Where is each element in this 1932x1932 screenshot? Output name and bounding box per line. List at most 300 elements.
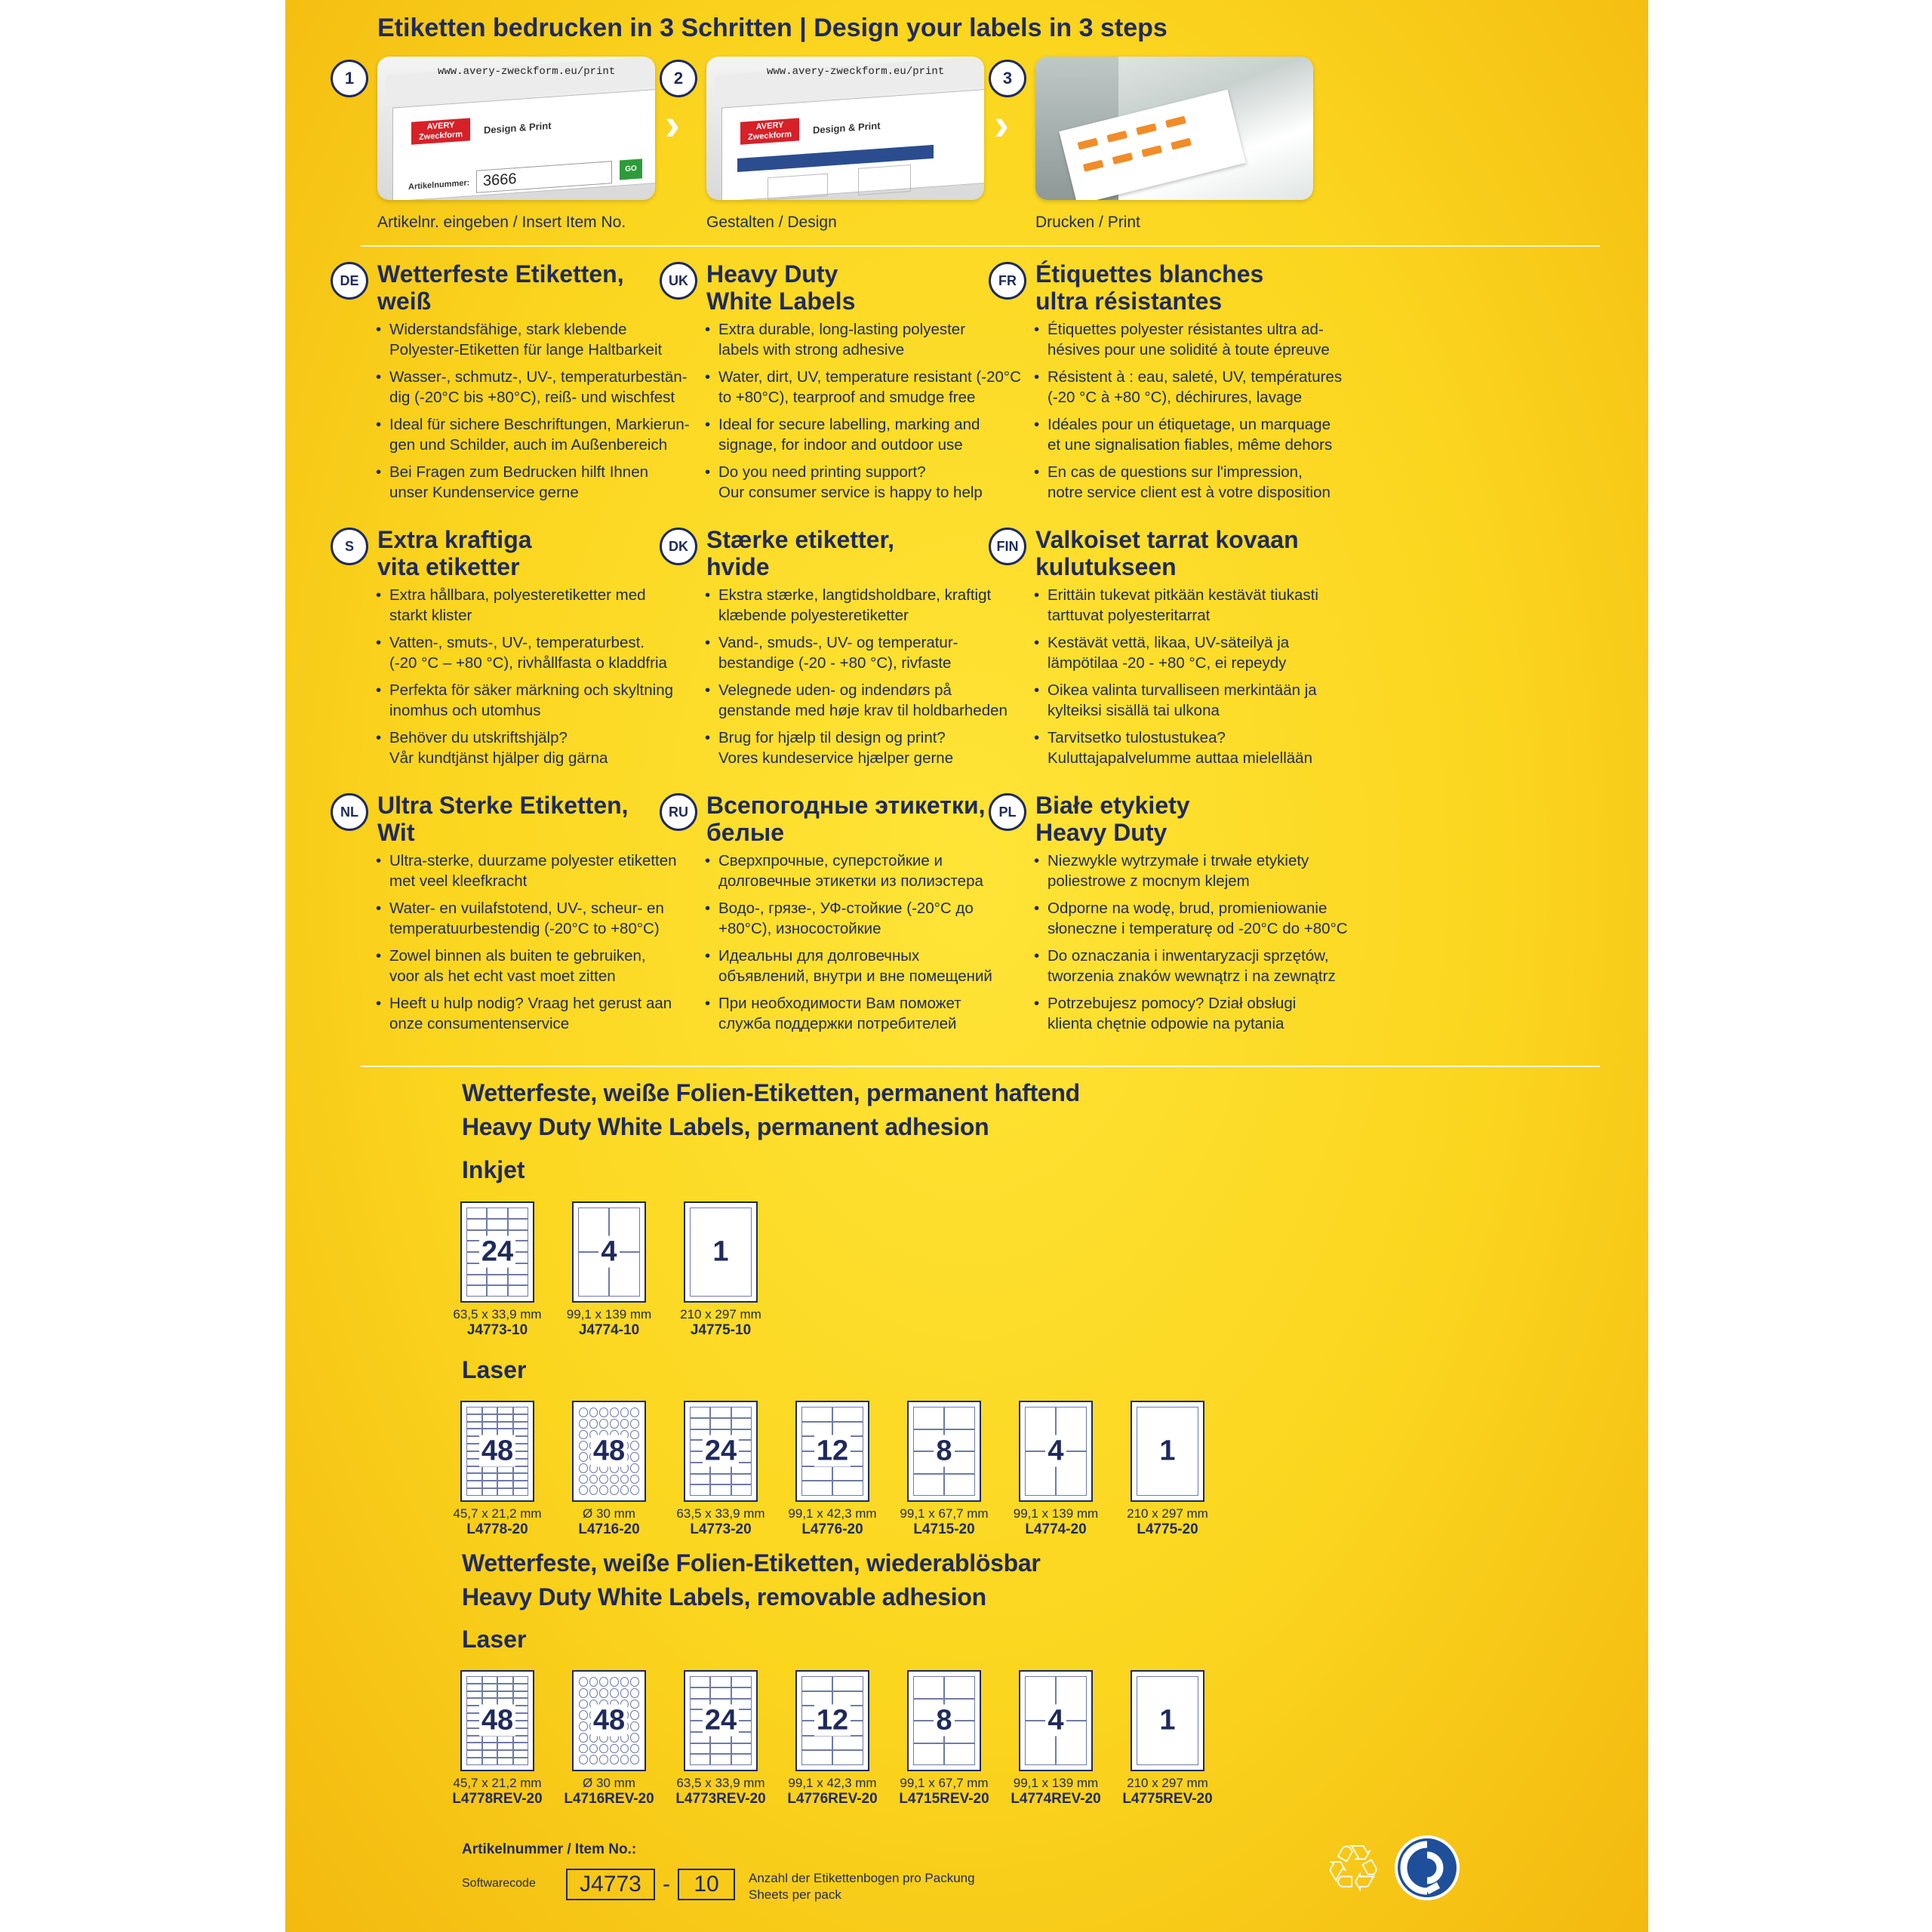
lang-bullets [1034,585,1351,775]
label-sheet-icon [460,1401,534,1502]
bullet-item: • Odporne na wodę, brud, promieniowanie słoneczne i temperaturę od -20°C do +80°C [1034,898,1351,939]
label-cell [690,1687,710,1699]
bullet-item: • Potrzebujesz pomocy? Dział obsługi klienta chętnie odpowie na pytania [1034,993,1351,1034]
labels-per-sheet [1132,1705,1203,1737]
label-size: 45,7 x 21,2 mm [453,1506,542,1521]
label-cell [579,1688,588,1698]
label-cell [944,1407,975,1429]
product-item [888,1401,1001,1538]
printed-label [1112,152,1134,165]
sheets-box: 10 [678,1869,735,1900]
label-cell [599,1744,608,1754]
bullet-item: • Erittäin tukevat pitkään kestävät tiukasti tarttuvat polyesteritarrat [1034,585,1351,626]
labels-per-sheet-value: 24 [479,1236,515,1268]
product-code: L4774REV-20 [1011,1791,1101,1807]
label-cell [731,1474,752,1485]
label-sheet-icon [795,1401,869,1502]
label-cell [487,1285,507,1297]
label-sheet-icon [460,1201,534,1303]
label-cell [731,1743,752,1755]
label-cell [610,1755,619,1764]
label-cell [630,1485,639,1495]
product-code: L4778-20 [466,1521,528,1537]
printed-label [1083,160,1104,172]
removable-title-en: Heavy Duty White Labels, removable adhesion [462,1583,986,1611]
label-sheet-icon [684,1201,758,1303]
lang-badge: S [331,528,368,565]
label-cell [710,1754,731,1765]
label-cell [630,1407,639,1417]
label-cell [513,1473,529,1481]
label-cell [913,1676,944,1699]
chevron-right-icon: › [994,99,1009,149]
bullet-item: • Ideal für sichere Beschriftungen, Markierun- gen und Schilder, auch im Außenbereich [376,414,693,455]
label-cell [579,1419,588,1429]
label-cell [832,1466,863,1481]
browser-url: www.avery-zweckform.eu/print [767,66,945,78]
labels-per-sheet-value: 4 [1045,1435,1066,1467]
label-cell [497,1758,513,1765]
product-item [664,1201,777,1339]
label-cell [466,1422,482,1429]
label-cell [513,1676,529,1684]
label-cell [620,1688,629,1698]
bullet-item: • En cas de questions sur l'impression, notre service client est à votre disposition [1034,462,1351,503]
lang-badge: FIN [989,528,1026,565]
label-cell [513,1481,529,1488]
label-cell [589,1419,598,1429]
label-cell [466,1743,482,1750]
bullet-item: • Extra hållbara, polyesteretiketter med starkt klister [376,585,693,626]
label-cell [579,1677,588,1687]
screen-panel [721,88,984,200]
label-cell [801,1422,832,1437]
label-cell [710,1743,731,1755]
lang-badge: NL [331,793,368,831]
permanent-title-en: Heavy Duty White Labels, permanent adhesion [462,1113,989,1140]
label-cell [508,1285,528,1297]
label-cell [466,1488,482,1496]
label-sheet-icon [1131,1401,1204,1502]
labels-per-sheet-value: 4 [1045,1705,1066,1737]
screen-title: Design & Print [484,119,552,137]
label-cell [482,1684,498,1691]
label-cell [710,1484,731,1496]
label-sheet-icon [907,1401,981,1502]
removable-title-de: Wetterfeste, weiße Folien-Etiketten, wiederablösbar [462,1549,1041,1577]
label-cell [487,1219,507,1230]
labels-per-sheet [574,1705,645,1737]
label-sheet-icon [572,1201,646,1303]
label-cell [589,1755,598,1764]
product-item [552,1201,666,1339]
labels-per-sheet [1020,1705,1091,1737]
bullet-item: • Étiquettes polyester résistantes ultra ad- hésives pour une solidité à toute épreuve [1034,319,1351,360]
label-cell [466,1684,482,1691]
label-cell [482,1473,498,1481]
gruener-punkt-icon [1395,1835,1460,1900]
label-cell [801,1676,832,1691]
labels-per-sheet [574,1236,645,1269]
lang-badge: DK [660,528,697,565]
label-cell [630,1677,639,1687]
label-size: 63,5 x 33,9 mm [453,1307,542,1321]
product-item [776,1401,889,1538]
label-cell [610,1688,619,1698]
step-number: 2 [660,60,697,97]
label-cell [508,1208,528,1219]
screen-panel [392,88,655,200]
lang-title: Extra kraftiga vita etiketter [377,526,532,580]
product-code: L4773-20 [690,1521,752,1537]
label-cell [579,1407,588,1417]
labels-per-sheet [574,1435,645,1468]
lang-title: Всепогодные этикетки, белые [706,792,986,846]
label-size: 99,1 x 42,3 mm [788,1776,877,1790]
labels-per-sheet-value: 24 [703,1705,739,1737]
lang-bullets [1034,319,1351,509]
label-cell [620,1744,629,1754]
label-cell [508,1275,528,1286]
label-cell [513,1488,529,1496]
product-code: L4715REV-20 [899,1791,989,1807]
bullet-item: • Vatten-, smuts-, UV-, temperaturbest. (-20 °C – +80 °C), rivhållfasta o kladdfria [376,632,693,673]
label-size: 63,5 x 33,9 mm [676,1776,765,1790]
label-sheet-icon [1019,1401,1093,1502]
bullet-item: • Idéales pour un étiquetage, un marquage et une signalisation fiables, même dehors [1034,414,1351,455]
bullet-item: • Heeft u hulp nodig? Vraag het gerust aan onze consumentenservice [376,993,693,1034]
bullet-item: • Zowel binnen als buiten te gebruiken, voor als het echt vast moet zitten [376,946,693,986]
label-cell [482,1488,498,1496]
label-cell [944,1474,975,1497]
label-cell [482,1407,498,1414]
divider [361,1066,1600,1067]
label-cell [620,1419,629,1429]
bullet-item: • Bei Fragen zum Bedrucken hilft Ihnen unser Kundenservice gerne [376,462,693,503]
lang-title: Ultra Sterke Etiketten, Wit [377,792,629,846]
label-cell [579,1755,588,1764]
label-cell [487,1275,507,1286]
item-code-box: J4773 [566,1869,655,1900]
bullet-item: • Extra durable, long-lasting polyester labels with strong adhesive [705,319,1022,360]
printed-label [1165,116,1186,128]
label-cell [466,1208,487,1219]
label-cell [497,1414,513,1422]
label-cell [599,1475,608,1484]
product-code: L4775-20 [1137,1521,1198,1537]
labels-per-sheet [685,1236,756,1269]
bullet-item: • Tarvitsetko tulostustukea? Kuluttajapalvelumme auttaa mielellään [1034,728,1351,768]
label-size: 210 x 297 mm [680,1307,761,1321]
label-cell [620,1407,629,1417]
product-item [776,1670,889,1807]
bullet-item: • Widerstandsfähige, stark klebende Polyester-Etiketten für lange Haltbarkeit [376,319,693,360]
label-cell [497,1488,513,1496]
label-cell [513,1750,529,1758]
product-code: J4773-10 [466,1322,528,1338]
label-size: Ø 30 mm [583,1506,635,1521]
labels-per-sheet-value: 48 [591,1705,627,1737]
bullet-item: • Идеальны для долговечных объявлений, внутри и вне помещений [705,946,1022,986]
lang-bullets [376,851,693,1041]
bullet-item: • Résistent à : eau, saleté, UV, températures (-20 °C à +80 °C), déchirures, lavage [1034,367,1351,408]
product-item [888,1670,1001,1807]
bullet-item: • Ultra-sterke, duurzame polyester etiketten met veel kleefkracht [376,851,693,891]
label-cell [497,1691,513,1699]
label-cell [513,1743,529,1750]
label-cell [801,1407,832,1422]
label-cell [801,1466,832,1481]
product-code: L4776REV-20 [787,1791,878,1807]
bullet-item: • Niezwykle wytrzymałe i trwałe etykiety poliestrowe z mocnym klejem [1034,851,1351,891]
labels-per-sheet-value: 12 [814,1435,851,1467]
bullet-item: • При необходимости Вам поможет служба поддержки потребителей [705,993,1022,1034]
bullet-item: • Водо-, грязе-, УФ-стойкие (-20°C до +80°C), износостойкие [705,898,1022,939]
labels-per-sheet [462,1236,533,1269]
product-code: L4716REV-20 [564,1791,654,1807]
label-cell [620,1475,629,1484]
label-cell [913,1743,944,1766]
step-number: 1 [331,60,368,97]
lang-bullets [376,585,693,775]
product-code: L4716-20 [578,1521,640,1537]
bullet-item: • Vand-, smuds-, UV- og temperatur- bestandige (-20 - +80 °C), rivfaste [705,632,1022,673]
label-cell [579,1744,588,1754]
product-code: L4775REV-20 [1122,1791,1213,1807]
labels-per-sheet [797,1435,868,1468]
lang-badge: FR [989,262,1026,300]
label-size: 210 x 297 mm [1127,1776,1208,1790]
label-cell [482,1691,498,1699]
labels-per-sheet [462,1435,533,1468]
label-cell [832,1676,863,1691]
product-code: L4774-20 [1025,1521,1087,1537]
label-cell [589,1744,598,1754]
lang-badge: UK [660,262,697,300]
labels-per-sheet-value: 48 [479,1435,515,1467]
bullet-item: • Kestävät vettä, likaa, UV-säteilyä ja lämpötilaa -20 - +80 °C, ei repeydy [1034,632,1351,673]
label-cell [466,1676,482,1684]
label-cell [599,1677,608,1687]
labels-per-sheet-value: 8 [934,1705,954,1737]
label-cell [710,1676,731,1687]
label-cell [466,1758,482,1765]
label-cell [482,1414,498,1422]
label-cell [690,1407,710,1418]
label-cell [731,1407,752,1418]
labels-per-sheet [1020,1435,1091,1468]
label-cell [630,1744,639,1754]
label-cell [589,1688,598,1698]
label-cell [508,1219,528,1230]
label-size: 99,1 x 139 mm [566,1307,652,1321]
label-cell [513,1684,529,1691]
label-cell [690,1474,710,1485]
lang-bullets [705,585,1022,775]
lang-title: Stærke etiketter, hvide [706,526,895,580]
recycle-icon: ♲ [1324,1833,1383,1906]
label-cell [944,1743,975,1766]
label-cell [690,1676,710,1687]
label-cell [466,1691,482,1699]
label-cell [710,1474,731,1485]
label-cell [466,1285,487,1297]
label-cell [599,1419,608,1429]
label-cell [630,1419,639,1429]
bullet-item: • Velegnede uden- og indendørs på genstande med høje krav til holdbarheden [705,680,1022,721]
chevron-right-icon: › [665,99,680,149]
label-cell [731,1687,752,1699]
lang-bullets [705,319,1022,509]
labels-per-sheet-value: 24 [703,1435,739,1467]
labels-per-sheet-value: 8 [934,1435,954,1467]
labels-per-sheet-value: 1 [1157,1705,1177,1737]
label-cell [589,1485,598,1495]
label-cell [620,1755,629,1764]
removable-laser-heading: Laser [462,1626,527,1653]
labels-per-sheet-value: 48 [479,1705,515,1737]
label-cell [731,1418,752,1429]
go-button: GO [620,158,642,180]
divider [361,245,1600,247]
bullet-item: • Oikea valinta turvalliseen merkintään ja kylteiksi sisällä tai ulkona [1034,680,1351,721]
bullet-item: • Water, dirt, UV, temperature resistant (-20°C to +80°C), tearproof and smudge free [705,367,1022,408]
label-cell [579,1485,588,1495]
step-caption: Gestalten / Design [706,214,837,231]
label-cell [487,1208,507,1219]
label-cell [944,1676,975,1699]
label-size: 99,1 x 67,7 mm [900,1776,989,1790]
printed-label [1141,145,1162,157]
label-cell [589,1407,598,1417]
label-cell [497,1676,513,1684]
label-sheet-icon [460,1670,534,1771]
label-cell [466,1750,482,1758]
lang-badge: RU [660,793,697,831]
step-1-screenshot [377,57,655,200]
label-cell [690,1484,710,1496]
product-item [664,1401,777,1538]
label-cell [801,1691,832,1706]
label-cell [832,1750,863,1765]
lang-badge: PL [989,793,1026,831]
lang-title: Wetterfeste Etiketten, weiß [377,260,624,315]
browser-url: www.avery-zweckform.eu/print [438,66,616,78]
bullet-item: • Perfekta för säker märkning och skyltning inomhus och utomhus [376,680,693,721]
product-code: J4775-10 [690,1322,752,1338]
label-cell [630,1475,639,1484]
avery-logo: AVERY Zweckform [411,118,470,144]
label-cell [832,1481,863,1496]
lang-title: Valkoiset tarrat kovaan kulutukseen [1035,526,1299,580]
labels-per-sheet [909,1435,980,1468]
label-product-sheet [285,0,1648,1932]
label-size: 99,1 x 42,3 mm [788,1506,877,1521]
step-2-screenshot [706,57,984,200]
label-cell [913,1474,944,1497]
label-cell [801,1736,832,1751]
label-cell [832,1736,863,1751]
product-code: L4778REV-20 [452,1791,543,1807]
label-cell [710,1687,731,1699]
label-sheet-icon [795,1670,869,1771]
label-cell [630,1688,639,1698]
label-sheet-icon [1131,1670,1204,1771]
label-cell [610,1407,619,1417]
product-item [441,1201,554,1339]
label-size: Ø 30 mm [583,1776,635,1790]
labels-per-sheet [462,1705,533,1737]
label-cell [513,1758,529,1765]
lang-title: Heavy Duty White Labels [706,260,856,315]
step-1 [331,57,663,231]
label-sheet-icon [907,1670,981,1771]
product-item [552,1401,666,1538]
label-cell [482,1758,498,1765]
product-code: L4776-20 [801,1521,863,1537]
label-cell [610,1475,619,1484]
label-sheet-icon [684,1401,758,1502]
labels-per-sheet-value: 4 [598,1236,619,1268]
label-cell [599,1485,608,1495]
label-size: 99,1 x 67,7 mm [900,1506,989,1521]
product-item [1111,1670,1224,1807]
lang-bullets [1034,851,1351,1041]
printed-label [1078,138,1099,150]
step-caption: Artikelnr. eingeben / Insert Item No. [377,214,626,231]
label-cell [599,1407,608,1417]
label-cell [801,1481,832,1496]
product-item [441,1401,554,1538]
steps-title: Etiketten bedrucken in 3 Schritten | Design your labels in 3 steps [377,14,1168,42]
step-number: 3 [989,60,1026,97]
label-cell [690,1743,710,1755]
bullet-item: • Wasser-, schmutz-, UV-, temperaturbestän- dig (-20°C bis +80°C), reiß- und wischfest [376,367,693,408]
printed-label [1136,123,1157,135]
permanent-title-de: Wetterfeste, weiße Folien-Etiketten, permanent haftend [462,1079,1080,1106]
label-cell [466,1481,482,1488]
label-cell [913,1407,944,1429]
sheets-per-pack-label: Anzahl der Etikettenbogen pro Packung Sheets per pack [749,1871,975,1902]
label-cell [620,1677,629,1687]
product-item [999,1401,1112,1538]
label-cell [832,1691,863,1706]
labels-per-sheet [685,1705,756,1737]
code-separator: - [663,1872,670,1897]
bullet-item: • Сверхпрочные, суперстойкие и долговечные этикетки из полиэстера [705,851,1022,891]
product-code: L4773REV-20 [675,1791,766,1807]
step-caption: Drucken / Print [1035,214,1140,231]
label-cell [497,1481,513,1488]
labels-per-sheet-value: 48 [591,1435,627,1467]
bullet-item: • Behöver du utskriftshjälp? Vår kundtjänst hjälper dig gärna [376,728,693,768]
label-cell [630,1755,639,1764]
label-cell [497,1422,513,1429]
labels-per-sheet [909,1705,980,1737]
label-cell [513,1414,529,1422]
product-item [999,1670,1112,1807]
label-size: 45,7 x 21,2 mm [453,1776,542,1790]
product-item [664,1670,777,1807]
label-size: 99,1 x 139 mm [1013,1776,1099,1790]
label-cell [497,1743,513,1750]
product-item [441,1670,554,1807]
label-sheet-icon [684,1670,758,1771]
product-item [552,1670,666,1807]
label-cell [710,1407,731,1418]
label-preview [858,165,911,195]
lang-bullets [705,851,1022,1041]
